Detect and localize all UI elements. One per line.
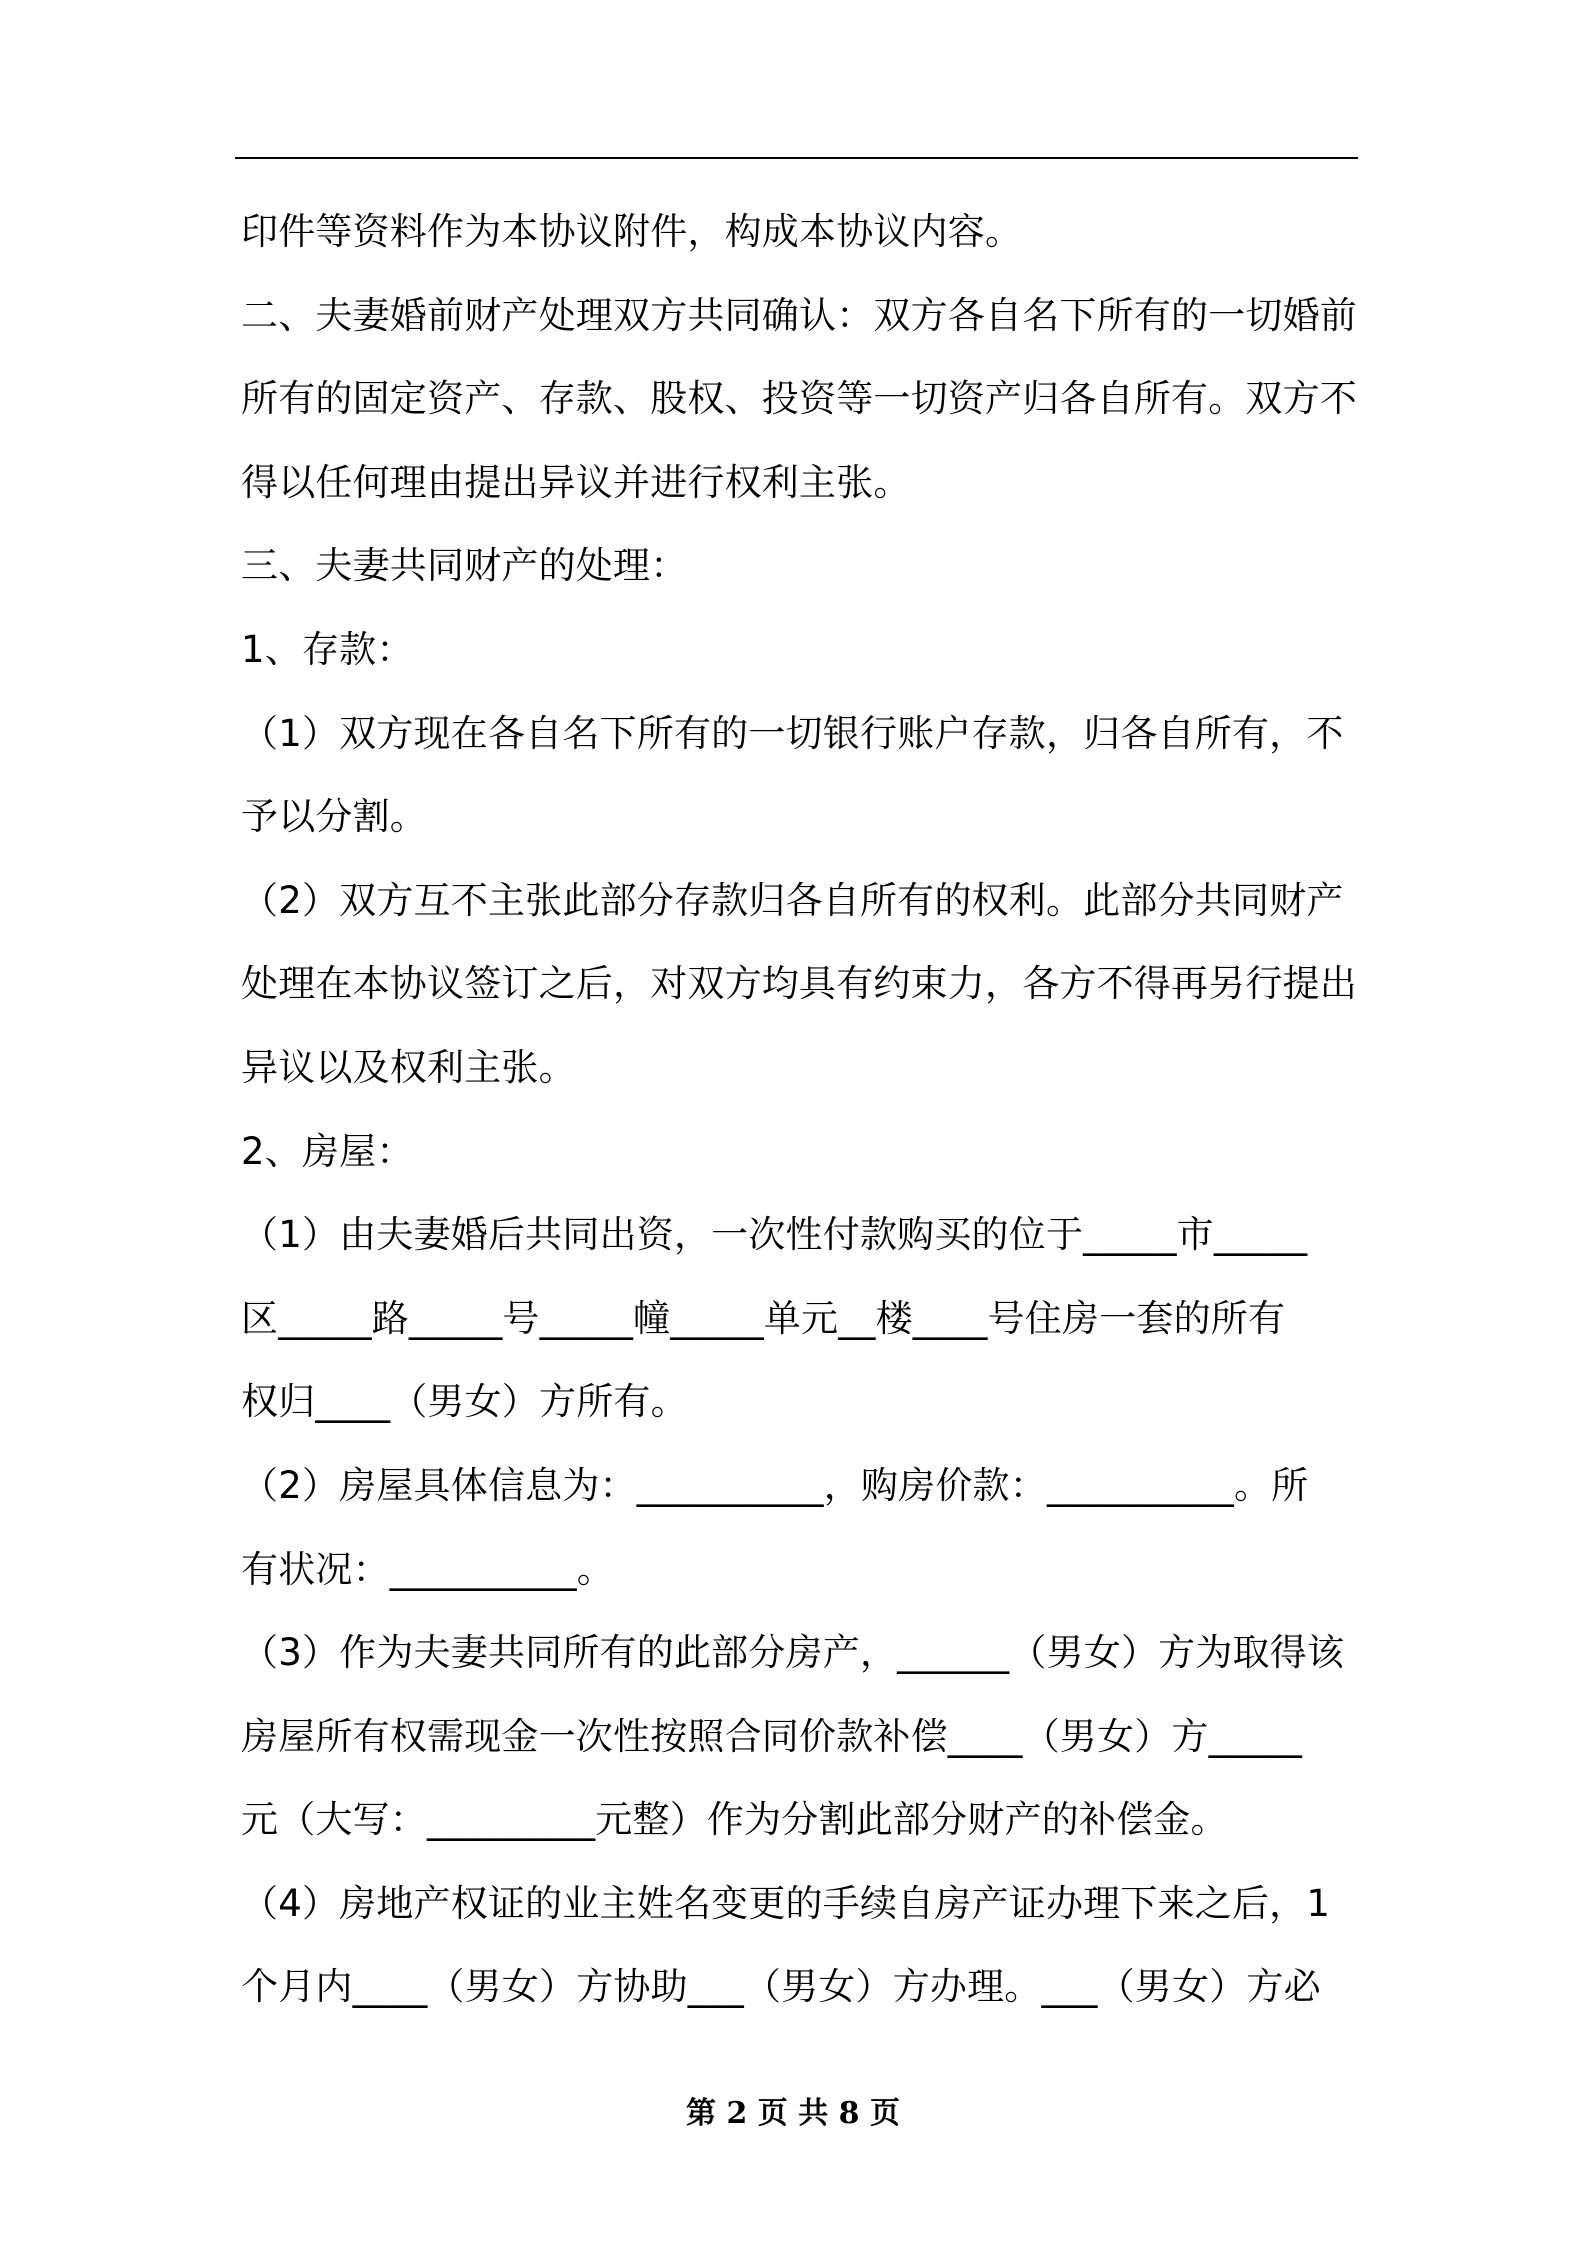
text-line: 区_____路_____号_____幢_____单元__楼____号住房一套的所有 [241,1296,1286,1340]
text-line: 2、房屋： [241,1129,414,1173]
header-rule [235,157,1358,159]
text-line: （2）房屋具体信息为：__________，购房价款：__________。所 [241,1463,1309,1507]
text-line: 处理在本协议签订之后，对双方均具有约束力，各方不得再另行提出 [241,962,1357,1006]
text-line: 三、夫妻共同财产的处理： [241,544,688,588]
text-line: 异议以及权利主张。 [241,1045,576,1089]
text-line: 予以分割。 [241,795,427,839]
text-line: 得以任何理由提出异议并进行权利主张。 [241,460,911,504]
page-number-footer: 第 2 页 共 8 页 [686,2096,900,2131]
text-line: 印件等资料作为本协议附件，构成本协议内容。 [241,210,1023,253]
text-line: 1、存款： [241,627,414,671]
text-line: （1）双方现在各自名下所有的一切银行账户存款，归各自所有，不 [241,711,1344,755]
text-line: （2）双方互不主张此部分存款归各自所有的权利。此部分共同财产 [241,878,1344,922]
text-line: （3）作为夫妻共同所有的此部分房产，______（男女）方为取得该 [241,1631,1345,1675]
text-line: 个月内____（男女）方协助___（男女）方办理。___（男女）方必 [241,1965,1321,2009]
text-line: （4）房地产权证的业主姓名变更的手续自房产证办理下来之后，1 [241,1881,1331,1925]
text-line: 元（大写：_________元整）作为分割此部分财产的补偿金。 [241,1798,1228,1842]
text-line: 二、夫妻婚前财产处理双方共同确认：双方各自名下所有的一切婚前 [241,293,1357,337]
text-line: 所有的固定资产、存款、股权、投资等一切资产归各自所有。双方不 [241,377,1357,421]
text-line: 权归____（男女）方所有。 [241,1380,688,1424]
text-line: （1）由夫妻婚后共同出资，一次性付款购买的位于_____市_____ [241,1213,1308,1257]
document-body [241,190,1356,2029]
text-line: 有状况：__________。 [241,1547,614,1591]
text-line: 房屋所有权需现金一次性按照合同价款补偿____（男女）方_____ [241,1714,1303,1758]
